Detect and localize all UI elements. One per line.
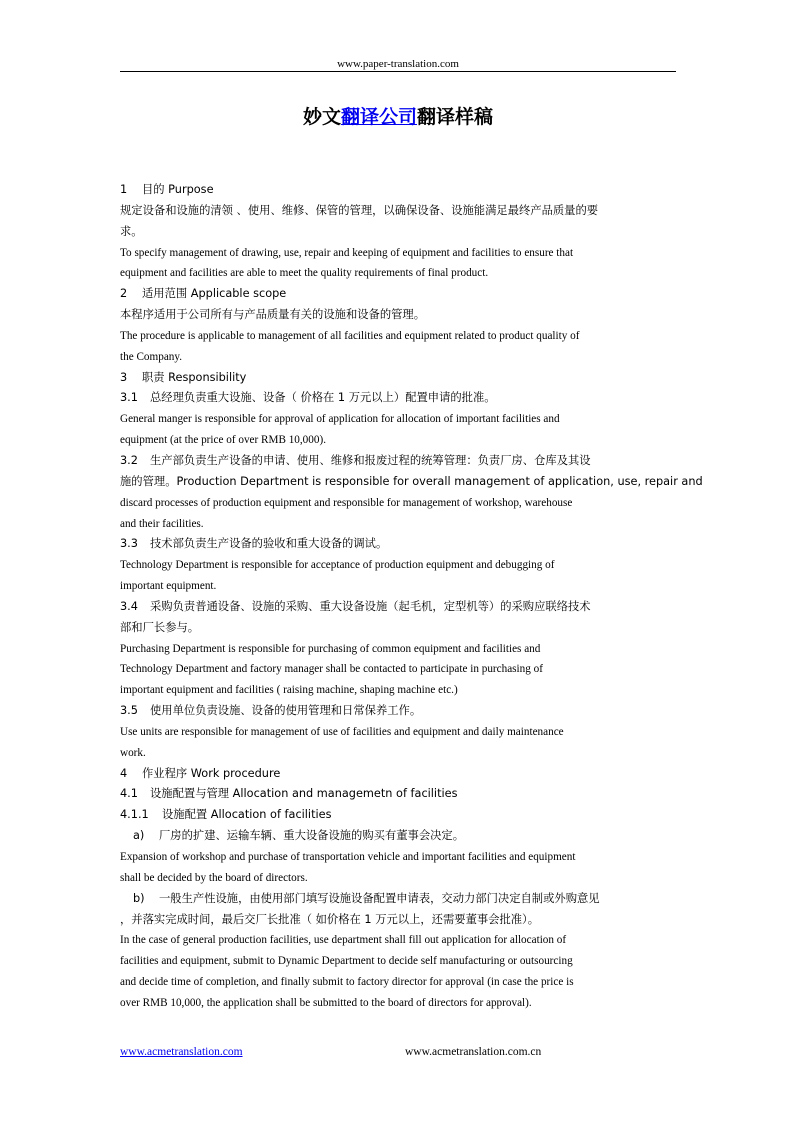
section-number: a) [133, 829, 145, 843]
document-title [120, 104, 676, 130]
text-line [120, 597, 680, 618]
text-line [120, 743, 680, 764]
text-line [120, 993, 680, 1014]
text-line [120, 180, 680, 201]
text-line [120, 493, 680, 514]
section-number: 3.4 [120, 599, 138, 613]
line-text: In the case of general production facilities, use department shall fill out application for allocation of [120, 934, 567, 947]
text-line [120, 284, 680, 305]
text-line [120, 659, 680, 680]
section-number: 4 [120, 766, 128, 780]
line-text: and their facilities. [120, 517, 204, 530]
section-number: 3.1 [120, 391, 138, 405]
line-text: ，并落实完成时间，最后交厂长批准（ 如价格在 1 万元以上，还需要董事会批准）。 [120, 912, 540, 926]
section-number: 4.1.1 [120, 808, 149, 822]
line-text: 设施配置 Allocation of facilities [162, 808, 332, 822]
line-text: 一般生产性设施，由使用部门填写设施设备配置申请表，交动力部门决定自制或外购意见 [159, 891, 600, 905]
line-text: 求。 [120, 224, 143, 238]
line-text: Expansion of workshop and purchase of transportation vehicle and important facilities and equipment [120, 851, 576, 863]
line-text: 作业程序 Work procedure [142, 766, 281, 780]
line-text: work. [120, 746, 146, 759]
line-text: 使用单位负责设施、设备的使用管理和日常保养工作。 [150, 704, 422, 718]
text-line [120, 868, 680, 889]
line-text: 部和厂长参与。 [120, 620, 200, 634]
line-text: 设施配置与管理 Allocation and managemetn of facilities [150, 787, 458, 801]
text-line [120, 243, 680, 264]
text-line [120, 388, 680, 409]
section-number: 3.5 [120, 704, 138, 718]
line-text: equipment and facilities are able to meet the quality requirements of final product. [120, 267, 489, 280]
line-text: 总经理负责重大设施、设备（ 价格在 1 万元以上）配置申请的批准。 [150, 391, 496, 405]
document-body [120, 180, 703, 1014]
line-text: 厂房的扩建、运输车辆、重大设备设施的购买有董事会决定。 [159, 829, 465, 843]
footer-site: www.acmetranslation.com.cn [405, 1046, 542, 1058]
text-line [120, 680, 680, 701]
text-line [120, 618, 680, 639]
text-line [120, 972, 680, 993]
text-line [120, 409, 680, 430]
text-line [120, 701, 680, 722]
line-text: Purchasing Department is responsible for purchasing of common equipment and facilities and [120, 642, 541, 655]
line-text: 适用范围 Applicable scope [142, 287, 287, 301]
text-line [120, 764, 680, 785]
text-line [120, 534, 680, 555]
line-text: To specify management of drawing, use, repair and keeping of equipment and facilities to ensure that [120, 246, 574, 259]
text-line [120, 368, 680, 389]
text-line [120, 722, 680, 743]
line-text: 目的 Purpose [142, 183, 214, 196]
section-number: 4.1 [120, 787, 138, 801]
line-text: 生产部负责生产设备的申请、使用、维修和报废过程的统筹管理：负责厂房、仓库及其设 [150, 453, 591, 467]
line-text: shall be decided by the board of directors. [120, 871, 308, 884]
footer-link[interactable]: www.acmetranslation.com [120, 1046, 243, 1058]
text-line [120, 472, 703, 493]
line-text: important equipment and facilities ( raising machine, shaping machine etc.) [120, 684, 458, 697]
text-line [120, 951, 680, 972]
text-line [120, 847, 680, 868]
title-prefix: 妙文 [302, 106, 341, 128]
text-line [120, 326, 680, 347]
line-text: The procedure is applicable to management of all facilities and equipment related to product quality of [120, 329, 580, 342]
text-line [120, 305, 680, 326]
line-text: discard processes of production equipment and responsible for management of workshop, warehouse [120, 496, 573, 509]
header-divider [120, 71, 676, 72]
section-number: b) [133, 891, 145, 905]
section-number: 3.3 [120, 537, 138, 551]
text-line [120, 451, 680, 472]
page-header: www.paper-translation.com [337, 58, 459, 70]
line-text: 施的管理。Production Department is responsible for overall management of application, use, repair and [120, 474, 703, 488]
text-line [120, 201, 680, 222]
text-line [120, 430, 680, 451]
line-text: over RMB 10,000, the application shall be submitted to the board of directors for approval). [120, 996, 532, 1009]
line-text: 本程序适用于公司所有与产品质量有关的设施和设备的管理。 [120, 308, 426, 322]
text-line [120, 910, 680, 931]
text-line [120, 889, 680, 910]
text-line [120, 263, 680, 284]
line-text: equipment (at the price of over RMB 10,000). [120, 434, 326, 447]
line-text: Use units are responsible for management of use of facilities and equipment and daily maintenance [120, 725, 564, 738]
section-number: 2 [120, 287, 128, 301]
line-text: the Company. [120, 350, 183, 363]
text-line [120, 222, 680, 243]
text-line [120, 576, 680, 597]
line-text: 规定设备和设施的清领 、使用、维修、保管的管理，以确保设备、设施能满足最终产品质量的要 [120, 203, 599, 217]
section-number: 3.2 [120, 453, 138, 467]
text-line [120, 347, 680, 368]
line-text: Technology Department and factory manager shall be contacted to participate in purchasing of [120, 663, 543, 676]
text-line [120, 784, 680, 805]
text-line [120, 805, 680, 826]
text-line [120, 826, 680, 847]
line-text: and decide time of completion, and finally submit to factory director for approval (in case the price is [120, 976, 574, 989]
line-text: 技术部负责生产设备的验收和重大设备的调试。 [150, 537, 388, 551]
line-text: 职责 Responsibility [142, 370, 247, 384]
text-line [120, 930, 680, 951]
text-line [120, 555, 680, 576]
line-text: Technology Department is responsible for acceptance of production equipment and debugging of [120, 559, 555, 572]
line-text: important equipment. [120, 580, 217, 593]
line-text: General manger is responsible for approval of application for allocation of important facilities and [120, 413, 560, 426]
title-suffix: 翻译样稿 [417, 106, 494, 128]
text-line [120, 514, 680, 535]
text-line [120, 639, 680, 660]
section-number: 1 [120, 183, 128, 196]
line-text: facilities and equipment, submit to Dynamic Department to decide self manufacturing or outsourcing [120, 955, 573, 968]
title-link[interactable]: 翻译公司 [340, 106, 417, 128]
line-text: 采购负责普通设备、设施的采购、重大设备设施（起毛机，定型机等）的采购应联络技术 [150, 599, 591, 613]
section-number: 3 [120, 370, 128, 384]
